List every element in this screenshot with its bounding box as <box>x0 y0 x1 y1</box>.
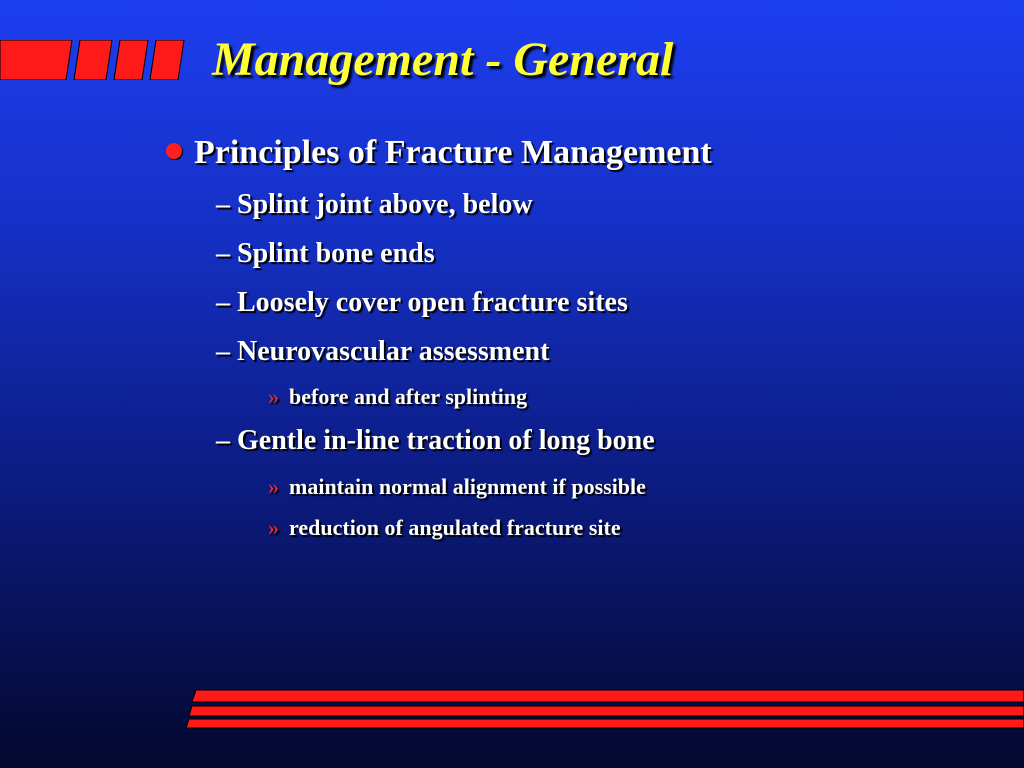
sub-bullet-item <box>216 236 435 272</box>
bottom-decoration-stripes <box>186 688 1024 732</box>
dash-glyph: – <box>216 238 230 269</box>
bullet-item <box>166 131 712 175</box>
deco-stripe <box>186 719 1024 728</box>
sub-bullet-item <box>216 334 549 370</box>
sub-sub-bullet-item <box>268 473 646 501</box>
raquo-bullet-icon: » <box>268 474 279 499</box>
sub-bullet-item <box>216 423 655 459</box>
dash-glyph: – <box>216 189 230 220</box>
deco-bar <box>114 40 148 80</box>
sub-sub-bullet-text: maintain normal alignment if possible <box>289 474 646 499</box>
deco-stripe <box>192 690 1024 702</box>
raquo-bullet-icon: » <box>268 384 279 409</box>
deco-stripe <box>189 706 1024 716</box>
bullet-text: Principles of Fracture Management <box>194 134 712 171</box>
red-dot-bullet-icon <box>166 143 182 159</box>
dash-glyph: – <box>216 425 230 456</box>
sub-sub-bullet-text: before and after splinting <box>289 384 528 409</box>
sub-bullet-text: Neurovascular assessment <box>237 336 550 367</box>
sub-sub-bullet-item <box>268 514 621 542</box>
title-decoration-bars <box>0 40 190 80</box>
sub-bullet-text: Loosely cover open fracture sites <box>237 287 628 318</box>
sub-bullet-text: Splint joint above, below <box>237 189 533 220</box>
sub-bullet-item <box>216 187 533 223</box>
dash-glyph: – <box>216 287 230 318</box>
slide-title: Management - General <box>212 33 674 86</box>
sub-bullet-text: Splint bone ends <box>237 238 435 269</box>
raquo-bullet-icon: » <box>268 515 279 540</box>
deco-bar <box>0 40 72 80</box>
sub-bullet-text: Gentle in-line traction of long bone <box>237 425 655 456</box>
sub-bullet-item <box>216 285 628 321</box>
sub-sub-bullet-item <box>268 383 527 411</box>
dash-glyph: – <box>216 336 230 367</box>
deco-bar <box>74 40 112 80</box>
deco-bar <box>150 40 184 80</box>
sub-sub-bullet-text: reduction of angulated fracture site <box>289 515 621 540</box>
